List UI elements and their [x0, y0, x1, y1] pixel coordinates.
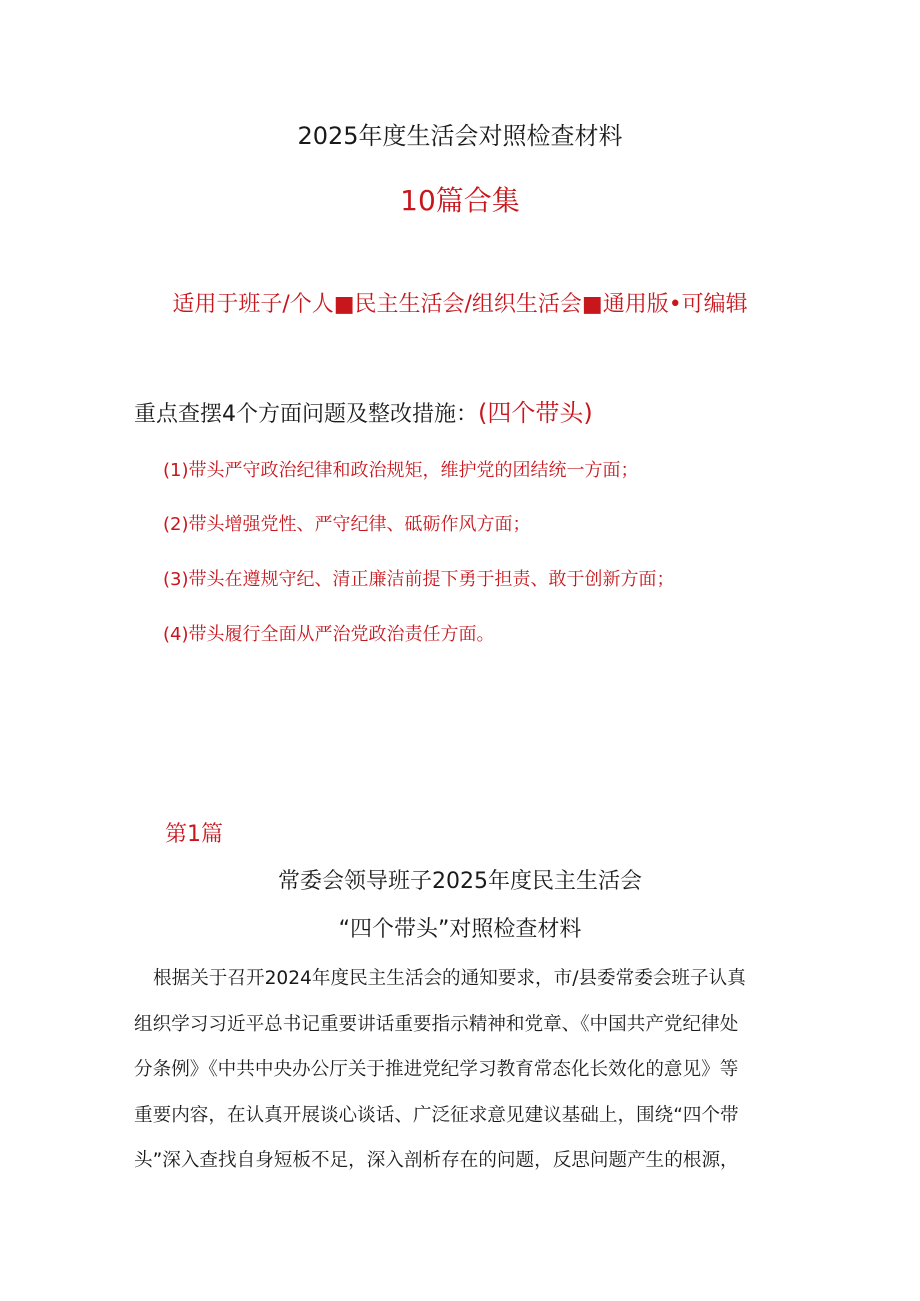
body-line: 组织学习习近平总书记重要讲话重要指示精神和党章、《中国共产党纪律处: [134, 1013, 739, 1035]
document-title: 2025年度生活会对照检查材料: [297, 122, 623, 150]
focus-item: (1)带头严守政治纪律和政治规矩，维护党的团结统一方面；: [163, 460, 639, 481]
focus-heading-highlight: (四个带头): [478, 399, 593, 427]
focus-item: (3)带头在遵规守纪、清正廉洁前提下勇于担责、敢于创新方面；: [163, 569, 675, 590]
applicability-note: 适用于班子/个人■民主生活会/组织生活会■通用版•可编辑: [172, 292, 748, 317]
body-line: 头”深入查找自身短板不足，深入剖析存在的问题，反思问题产生的根源，: [134, 1150, 739, 1171]
focus-item: (4)带头履行全面从严治党政治责任方面。: [163, 624, 495, 645]
document-subtitle: 10篇合集: [400, 184, 520, 217]
focus-heading: [134, 393, 593, 428]
body-paragraph: [134, 956, 796, 1184]
body-line: 重要内容，在认真开展谈心谈话、广泛征求意见建议基础上，围绕“四个带: [134, 1104, 739, 1126]
focus-heading-text: 重点查摆4个方面问题及整改措施：: [134, 402, 478, 427]
body-line: 根据关于召开2024年度民主生活会的通知要求，市/县委常委会班子认真: [153, 968, 746, 989]
focus-item: (2)带头增强党性、严守纪律、砥砺作风方面；: [163, 514, 531, 535]
body-line: 分条例》《中共中央办公厅关于推进党纪学习教育常态化长效化的意见》等: [134, 1059, 739, 1080]
part-title-line-2: “四个带头”对照检查材料: [338, 917, 582, 942]
part-label: 第1篇: [165, 822, 223, 847]
part-title-line-1: 常委会领导班子2025年度民主生活会: [278, 869, 642, 894]
